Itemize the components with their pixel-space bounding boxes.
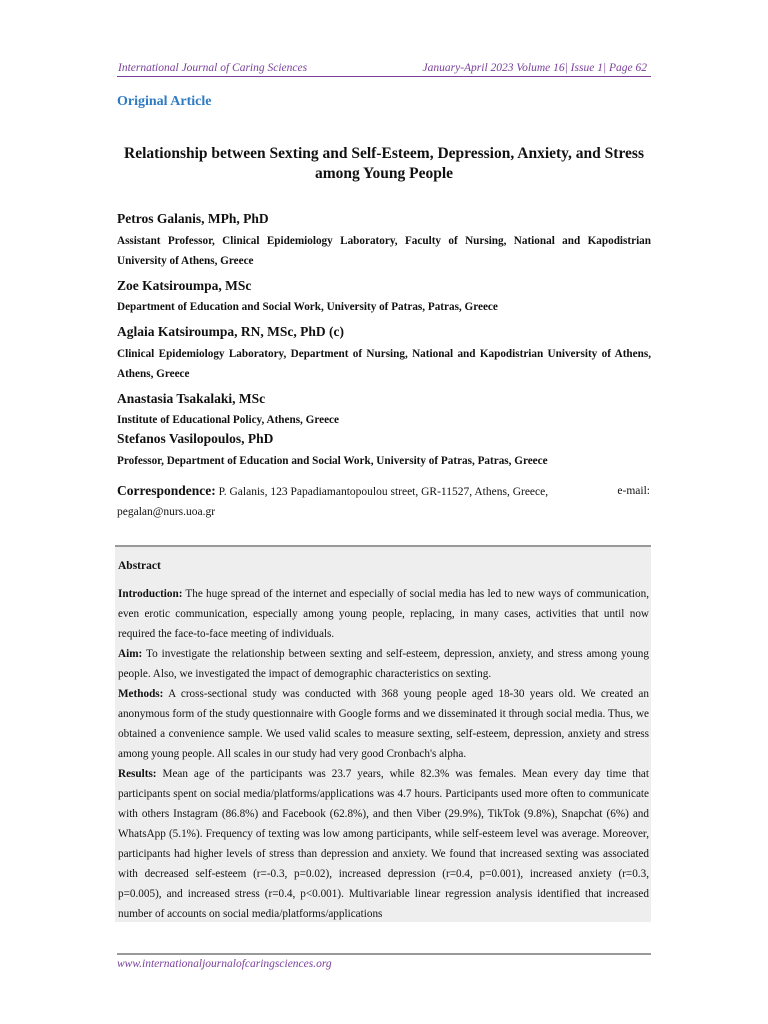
correspondence [117,481,651,522]
author-name: Stefanos Vasilopoulos, PhD [117,431,274,446]
email-label: e-mail: [617,485,650,497]
abstract-heading: Abstract [118,560,161,572]
section-label: Introduction: [118,588,183,600]
running-header [117,62,651,77]
section-label: Aim: [118,648,143,660]
author-affiliation: Clinical Epidemiology Laboratory, Department of Nursing, National and Kapodistrian University of Athens, Athens, Greece [117,348,651,380]
journal-name: International Journal of Caring Sciences [118,62,308,74]
abstract-methods [118,684,649,764]
author-affiliation: Department of Education and Social Work, University of Patras, Patras, Greece [117,301,498,313]
abstract-box [115,545,651,922]
correspondence-label: Correspondence: [117,483,216,498]
footer-url[interactable]: www.internationaljournalofcaringsciences.org [117,958,332,970]
abstract-aim [118,644,649,684]
section-text: A cross-sectional study was conducted with 368 young people aged 18-30 years old. We created an anonymous form of the study questionnaire with Google forms and we disseminated it through social media. Thus, we obtained a convenience sample. We used valid scales to measure sexting, self-esteem, depression, anxiety and stress among young people. All scales in our study had very good Cronbach's alpha. [118,688,649,760]
author-affiliation: Institute of Educational Policy, Athens, Greece [117,414,339,426]
abstract-introduction [118,584,649,644]
author-name: Aglaia Katsiroumpa, RN, MSc, PhD (c) [117,324,344,339]
abstract-body [118,584,649,922]
correspondence-address: P. Galanis, 123 Papadiamantopoulou street, GR-11527, Athens, Greece, [218,486,549,498]
section-text: To investigate the relationship between sexting and self-esteem, depression, anxiety, and stress among young people. Also, we investigated the impact of demographic characteristics on sexting. [118,648,649,680]
section-label: Results: [118,768,157,780]
section-text: The huge spread of the internet and especially of social media has led to new ways of communication, even erotic communication, especially among young people, replacing, in many cases, activities that until now required the face-to-face meeting of individuals. [118,588,649,640]
issue-info: January-April 2023 Volume 16| Issue 1| Page 62 [422,62,647,74]
author-name: Petros Galanis, MPh, PhD [117,211,269,226]
footer-divider [117,953,651,955]
abstract-results [118,764,649,922]
section-label: Methods: [118,688,164,700]
author-affiliation: Assistant Professor, Clinical Epidemiology Laboratory, Faculty of Nursing, National and Kapodistrian University of Athens, Greece [117,235,651,267]
author-name: Zoe Katsiroumpa, MSc [117,278,252,293]
section-text: Mean age of the participants was 23.7 years, while 82.3% was females. Mean every day time that participants spent on social media/platforms/applications was 4.7 hours. Participants used more often to communicate with others Instagram (86.8%) and Facebook (62.8%), and then Viber (29.9%), TikTok (9.8%), Snapchat (6%) and WhatsApp (5.1%). Frequency of texting was low among participants, while self-esteem level was average. Moreover, participants had higher levels of stress than depression and anxiety. We found that increased sexting was associated with decreased self-esteem (r=-0.3, p=0.02), increased depression (r=0.4, p=0.001), increased anxiety (r=0.3, p=0.005), and increased stress (r=0.4, p<0.001). Multivariable linear regression analysis identified that increased number of accounts on social media/platforms/applications [118,768,650,920]
article-type: Original Article [117,94,212,109]
paper-title: Relationship between Sexting and Self-Esteem, Depression, Anxiety, and Stress among Young People [124,145,644,182]
author-affiliation: Professor, Department of Education and Social Work, University of Patras, Patras, Greece [117,455,548,467]
email-address[interactable]: pegalan@nurs.uoa.gr [117,506,216,518]
author-name: Anastasia Tsakalaki, MSc [117,391,266,406]
